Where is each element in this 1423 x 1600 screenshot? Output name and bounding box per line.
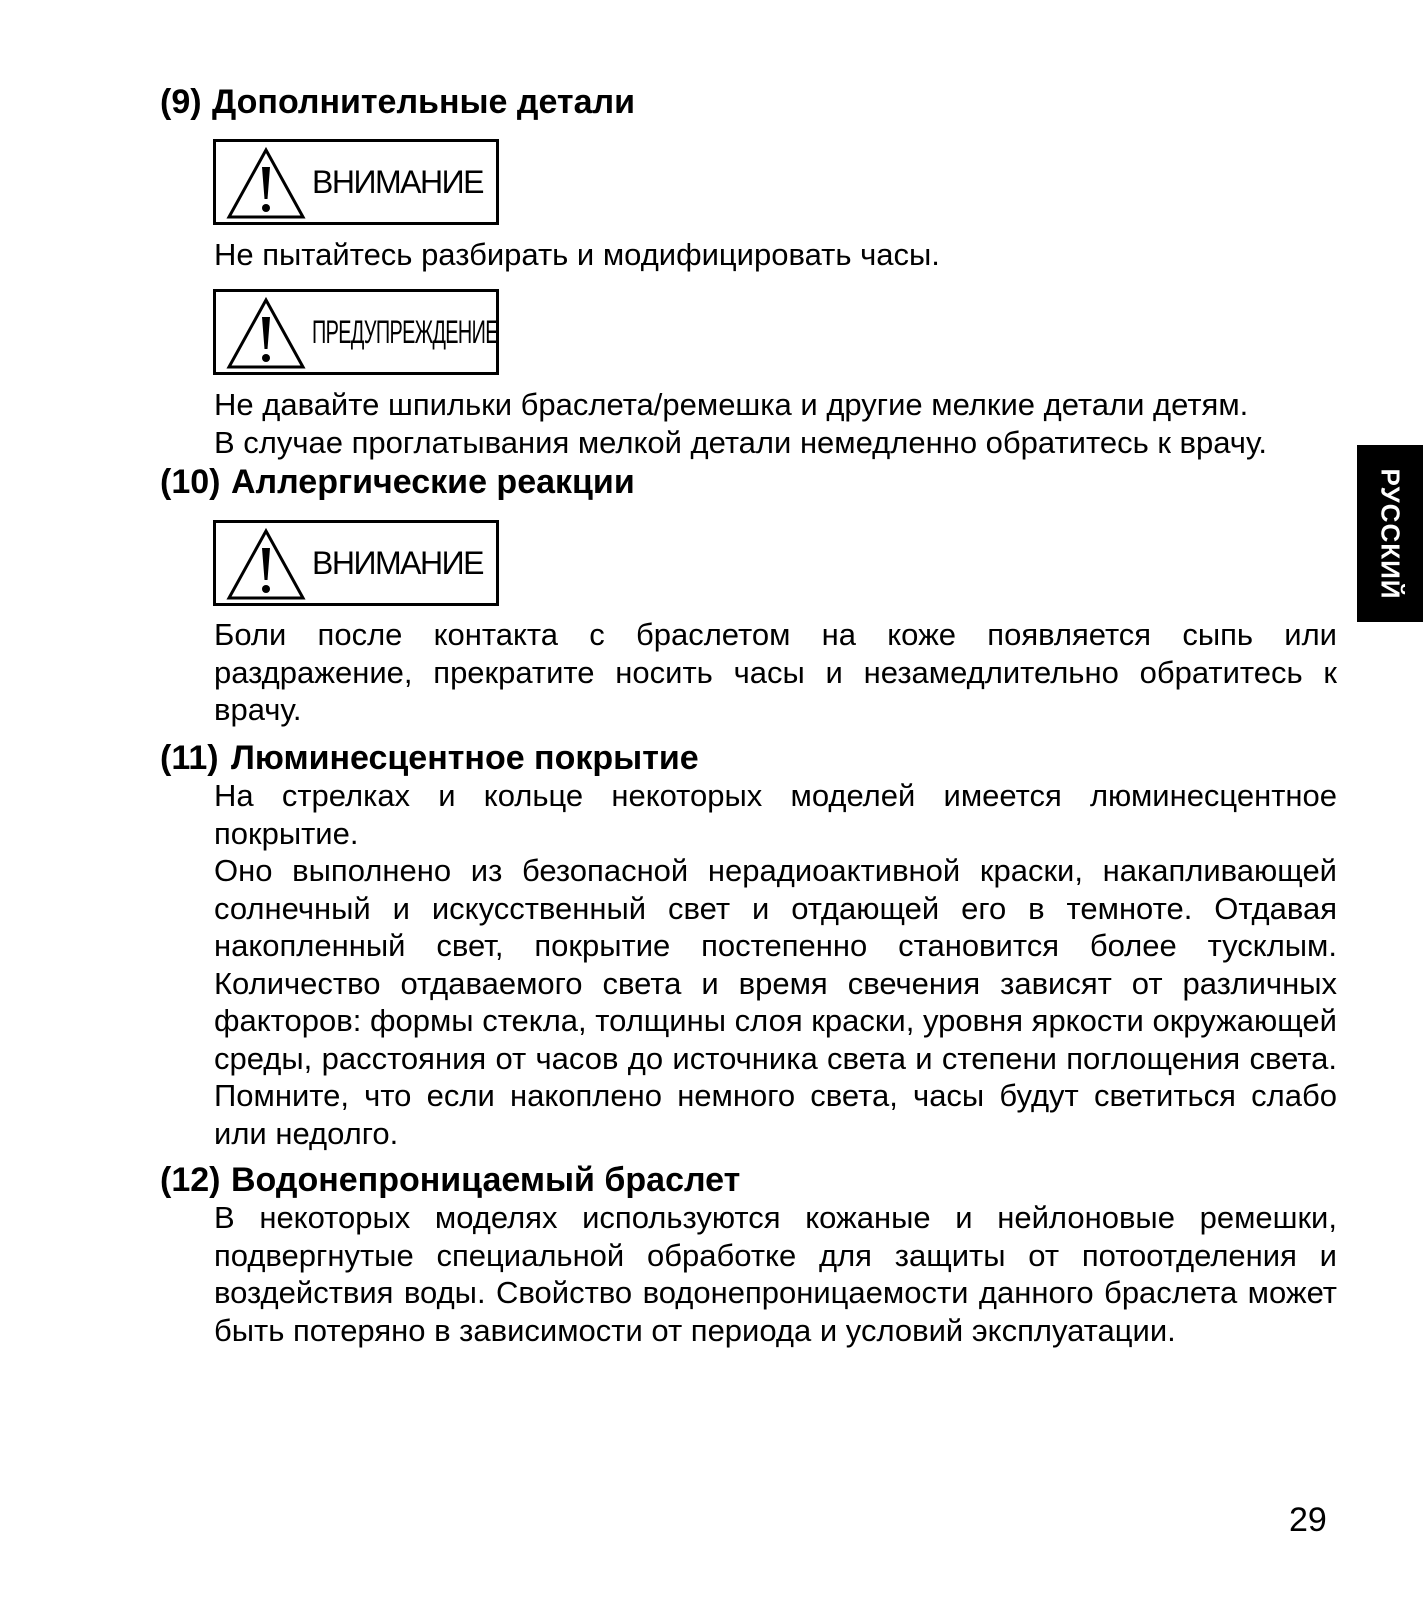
page-number: 29 — [1289, 1501, 1327, 1539]
warning-label: ПРЕДУПРЕЖДЕНИЕ — [312, 314, 498, 350]
section-number: (11) — [160, 739, 219, 777]
warning-text — [214, 386, 1337, 461]
language-tab-label: РУССКИЙ — [1375, 468, 1406, 599]
luminous-paragraph: Оно выполнено из безопасной нерадиоактивной краски, накапливающей солнечный и искусственный свет и отдающей его в темноте. Отдавая накопленный свет, покрытие постепенно становится более тусклым. Количество отдаваемого света и время свечения зависят от различных факторов: формы стекла, толщины слоя краски, уровня яркости окружающей среды, расстояния от часов до источника света и степени поглощения света. Помните, что если накоплено немного света, часы будут светиться слабо или недолго. — [214, 853, 1337, 1151]
luminous-paragraph: На стрелках и кольце некоторых моделей имеется люминесцентное покрытие. — [214, 778, 1337, 851]
caution-text — [214, 236, 1337, 274]
section-heading-9 — [160, 82, 635, 122]
warning-triangle-icon — [226, 297, 306, 369]
allergy-paragraph: Боли после контакта с браслетом на коже появляется сыпь или раздражение, прекратите носить часы и незамедлительно обратитесь к врачу. — [214, 617, 1337, 727]
section-heading-11 — [160, 738, 699, 778]
warning-triangle-icon — [226, 528, 306, 600]
caution-label-box — [213, 520, 499, 606]
waterproof-paragraph: В некоторых моделях используются кожаные и нейлоновые ремешки, подвергнутые специальной обработке для защиты от потоотделения и воздействия воды. Свойство водонепроницаемости данного браслета может быть потеряно в зависимости от периода и условий эксплуатации. — [214, 1200, 1337, 1348]
section-title: Водонепроницаемый браслет — [231, 1161, 741, 1199]
section-title: Аллергические реакции — [231, 463, 635, 501]
section-number: (9) — [160, 83, 202, 121]
warning-text-line: Не давайте шпильки браслета/ремешка и другие мелкие детали детям. — [214, 387, 1249, 422]
caution-label: ВНИМАНИЕ — [312, 545, 483, 581]
section-number: (10) — [160, 463, 221, 501]
luminous-text — [214, 777, 1337, 1152]
language-tab — [1357, 445, 1423, 622]
section-title: Дополнительные детали — [212, 83, 635, 121]
section-number: (12) — [160, 1161, 221, 1199]
waterproof-text — [214, 1199, 1337, 1349]
caution-label: ВНИМАНИЕ — [312, 164, 483, 200]
section-heading-10 — [160, 462, 635, 502]
caution-label-box — [213, 139, 499, 225]
section-title: Люминесцентное покрытие — [231, 739, 699, 777]
section-heading-12 — [160, 1160, 740, 1200]
warning-text-line: В случае проглатывания мелкой детали немедленно обратитесь к врачу. — [214, 424, 1267, 460]
warning-triangle-icon — [226, 147, 306, 219]
allergy-text — [214, 616, 1337, 729]
caution-text-line: Не пытайтесь разбирать и модифицировать часы. — [214, 237, 940, 272]
warning-label-box — [213, 289, 499, 375]
